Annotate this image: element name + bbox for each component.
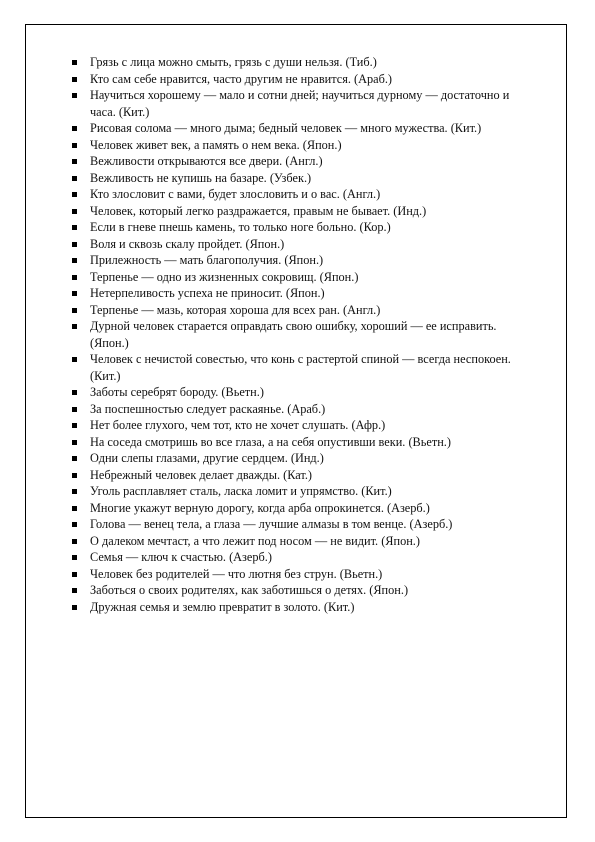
bullet-icon [72, 390, 77, 395]
list-item [68, 318, 538, 351]
bullet-icon [72, 291, 77, 296]
bullet-icon [72, 357, 77, 362]
bullet-icon [72, 258, 77, 263]
list-item [68, 417, 538, 434]
proverb-text: О далеком мечтаст, а что лежит под носом — не видит. (Япон.) [90, 533, 420, 548]
proverb-text: Заботься о своих родителях, как заботишься о детях. (Япон.) [90, 583, 409, 597]
proverb-text: Если в гневе пнешь камень, то только ноге больно. (Кор.) [90, 220, 391, 234]
bullet-icon [72, 275, 77, 280]
list-item [68, 203, 538, 220]
bullet-icon [72, 225, 77, 230]
proverb-text: Терпенье — мазь, которая хороша для всех ран. (Англ.) [90, 302, 381, 317]
list-item [68, 351, 538, 384]
list-item [68, 269, 538, 286]
bullet-icon [72, 539, 77, 544]
bullet-icon [72, 242, 77, 247]
list-item [68, 236, 538, 253]
list-item [68, 252, 538, 269]
bullet-icon [72, 588, 77, 593]
proverb-text: Кто сам себе нравится, часто другим не нравится. (Араб.) [90, 71, 393, 86]
list-item [68, 500, 538, 517]
bullet-icon [72, 572, 77, 577]
bullet-icon [72, 126, 77, 131]
list-item [68, 219, 538, 236]
bullet-icon [72, 77, 77, 82]
proverb-text: Вежливости открываются все двери. (Англ.) [90, 154, 323, 168]
list-item [68, 549, 538, 566]
bullet-icon [72, 209, 77, 214]
proverb-text: Дружная семья и землю превратит в золото. (Кит.) [90, 599, 355, 614]
proverb-text: Прилежность — мать благополучия. (Япон.) [90, 253, 324, 267]
bullet-icon [72, 93, 77, 98]
proverb-text: Кто злословит с вами, будет злословить и о вас. (Англ.) [90, 187, 381, 201]
list-item [68, 384, 538, 401]
list-item [68, 54, 538, 71]
bullet-icon [72, 440, 77, 445]
proverb-text: Грязь с лица можно смыть, грязь с души нельзя. (Тиб.) [90, 55, 377, 69]
bullet-icon [72, 192, 77, 197]
list-item [68, 516, 538, 533]
list-item [68, 120, 538, 137]
list-item [68, 170, 538, 187]
list-item [68, 434, 538, 451]
bullet-icon [72, 506, 77, 511]
bullet-icon [72, 522, 77, 527]
bullet-icon [72, 176, 77, 181]
proverb-text: Человек живет век, а память о нем века. (Япон.) [90, 137, 342, 152]
list-item [68, 153, 538, 170]
proverb-text: Человек, который легко раздражается, правым не бывает. (Инд.) [90, 203, 427, 218]
proverb-text: Дурной человек старается оправдать свою ошибку, хороший — ее исправить. (Япон.) [90, 319, 497, 350]
list-item [68, 450, 538, 467]
list-item [68, 87, 538, 120]
bullet-icon [72, 159, 77, 164]
list-item [68, 401, 538, 418]
proverb-text: Многие укажут верную дорогу, когда арба опрокинется. (Азерб.) [90, 500, 430, 515]
bullet-icon [72, 407, 77, 412]
bullet-icon [72, 456, 77, 461]
proverb-text: Воля и сквозь скалу пройдет. (Япон.) [90, 236, 285, 251]
proverb-text: Вежливость не купишь на базаре. (Узбек.) [90, 170, 312, 185]
bullet-icon [72, 143, 77, 148]
bullet-icon [72, 308, 77, 313]
list-item [68, 302, 538, 319]
proverb-text: Небрежный человек делает дважды. (Кат.) [90, 467, 312, 482]
list-item [68, 582, 538, 599]
proverb-text: Человек без родителей — что лютня без струн. (Вьетн.) [90, 566, 383, 581]
list-item [68, 566, 538, 583]
proverb-text: Уголь расплавляет сталь, ласка ломит и упрямство. (Кит.) [90, 484, 392, 498]
bullet-icon [72, 555, 77, 560]
list-item [68, 483, 538, 500]
bullet-icon [72, 473, 77, 478]
proverb-text: Научиться хорошему — мало и сотни дней; научиться дурному — достаточно и часа. (Кит.) [90, 88, 510, 119]
bullet-icon [72, 324, 77, 329]
bullet-icon [72, 60, 77, 65]
bullet-icon [72, 489, 77, 494]
list-item [68, 186, 538, 203]
list-item [68, 599, 538, 616]
list-item [68, 71, 538, 88]
proverb-text: Голова — венец тела, а глаза — лучшие алмазы в том венце. (Азерб.) [90, 517, 453, 531]
proverb-list [68, 54, 538, 615]
list-item [68, 137, 538, 154]
proverb-text: Семья — ключ к счастью. (Азерб.) [90, 550, 272, 564]
proverb-text: Одни слепы глазами, другие сердцем. (Инд.) [90, 451, 324, 465]
list-item [68, 467, 538, 484]
proverb-text: Рисовая солома — много дыма; бедный человек — много мужества. (Кит.) [90, 121, 482, 135]
proverb-text: На соседа смотришь во все глаза, а на себя опустивши веки. (Вьетн.) [90, 434, 451, 449]
proverb-text: Заботы серебрят бороду. (Вьетн.) [90, 385, 264, 399]
proverb-text: Нет более глухого, чем тот, кто не хочет слушать. (Афр.) [90, 418, 386, 432]
list-item [68, 285, 538, 302]
bullet-icon [72, 423, 77, 428]
proverb-text: Человек с нечистой совестью, что конь с растертой спиной — всегда неспокоен. (Кит.) [90, 352, 511, 383]
proverb-text: Нетерпеливость успеха не приносит. (Япон.) [90, 286, 325, 300]
bullet-icon [72, 605, 77, 610]
list-item [68, 533, 538, 550]
proverb-text: За поспешностью следует раскаянье. (Араб.) [90, 401, 326, 416]
proverb-text: Терпенье — одно из жизненных сокровищ. (Япон.) [90, 269, 359, 284]
